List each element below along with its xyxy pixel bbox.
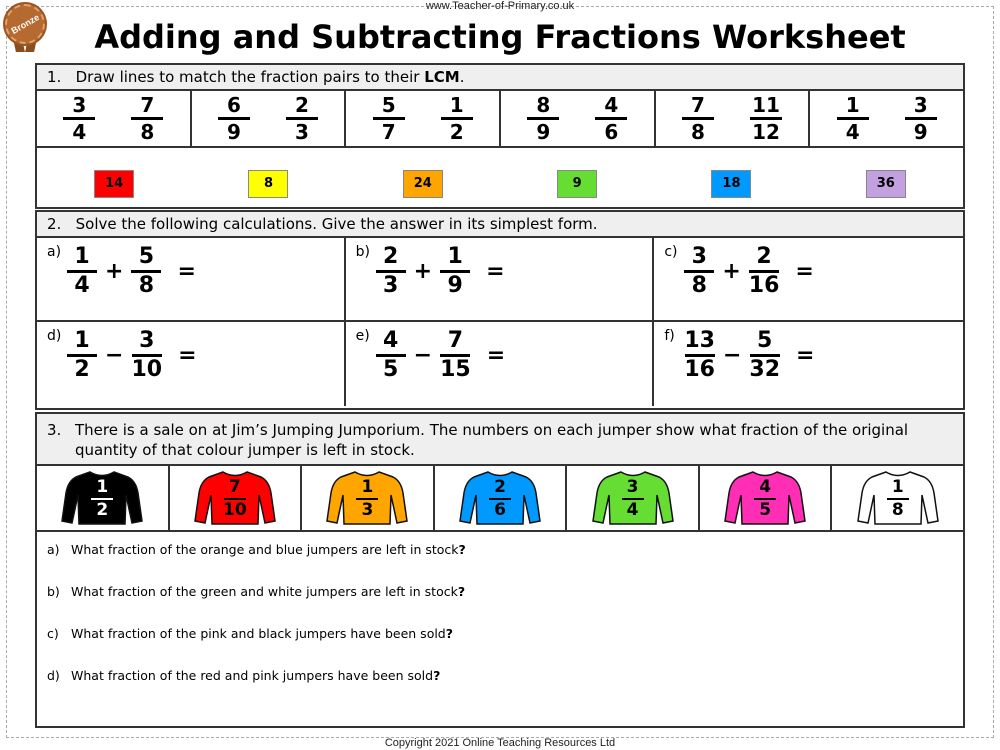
numerator: 8 (536, 93, 551, 117)
jumper-fraction-wrap (591, 479, 675, 519)
denominator: 2 (96, 500, 109, 520)
page-title: Adding and Subtracting Fractions Worksheet (94, 18, 906, 56)
fraction (749, 246, 780, 297)
calculation-cell[interactable] (37, 238, 346, 322)
operator: − (413, 343, 433, 368)
denominator: 8 (891, 500, 904, 520)
fraction (684, 246, 714, 297)
jumper-cell (567, 466, 700, 530)
denominator: 9 (447, 273, 463, 298)
fraction (218, 95, 250, 142)
operator: − (722, 343, 742, 368)
lcm-box[interactable]: 18 (711, 170, 751, 198)
fraction (67, 246, 97, 297)
calculation-expression (684, 246, 816, 297)
jumper-fraction (887, 479, 909, 519)
fraction (750, 95, 782, 142)
jumper-fraction (489, 479, 511, 519)
denominator: 8 (691, 273, 707, 298)
lcm-box[interactable]: 36 (866, 170, 906, 198)
numerator: 3 (691, 244, 707, 269)
jumper-icon (325, 469, 409, 527)
numerator: 1 (891, 477, 904, 497)
operator: + (105, 259, 124, 284)
question-text: What fraction of the green and white jumpers are left in stock (71, 584, 458, 599)
operator: + (413, 259, 433, 284)
question-item (47, 542, 963, 584)
numerator: 4 (759, 477, 772, 497)
fraction (131, 95, 163, 142)
equals-sign: = (486, 343, 506, 368)
numerator: 5 (138, 244, 155, 269)
numerator: 7 (140, 93, 155, 117)
equals-sign: = (795, 259, 814, 284)
denominator: 2 (449, 120, 464, 144)
calculation-letter: b) (355, 244, 371, 260)
question-letter: c) (47, 626, 59, 641)
equals-sign: = (177, 259, 196, 284)
calculation-cell[interactable] (654, 322, 963, 406)
denominator: 10 (223, 500, 247, 520)
fraction (286, 95, 318, 142)
calculation-expression (67, 246, 198, 297)
numerator: 1 (845, 93, 860, 117)
denominator: 4 (74, 273, 90, 298)
jumper-icon (723, 469, 807, 527)
denominator: 32 (749, 357, 781, 382)
numerator: 1 (361, 477, 374, 497)
denominator: 6 (494, 500, 506, 520)
fraction (373, 95, 405, 142)
jumper-cell (700, 466, 833, 530)
lcm-cell (191, 156, 345, 198)
section3-header (37, 414, 963, 466)
denominator: 5 (759, 500, 772, 520)
lcm-box[interactable]: 8 (248, 170, 288, 198)
question-text: What fraction of the pink and black jumpers have been sold (71, 626, 446, 641)
jumper-fraction-wrap (193, 479, 277, 519)
denominator: 8 (138, 273, 155, 298)
lcm-cell (500, 156, 654, 198)
calculation-cell[interactable] (654, 238, 963, 322)
jumper-cell (435, 466, 568, 530)
calculation-letter: f) (664, 328, 675, 344)
lcm-cell (346, 156, 500, 198)
calculation-cell[interactable] (37, 322, 346, 406)
section1-instruction: Draw lines to match the fraction pairs to their (75, 68, 420, 86)
numerator: 2 (494, 477, 506, 497)
denominator: 4 (845, 120, 860, 144)
jumper-cell (37, 466, 170, 530)
lcm-cell (809, 156, 963, 198)
numerator: 3 (139, 328, 155, 353)
section-calculations (35, 210, 965, 410)
jumper-fraction (91, 479, 113, 519)
calculation-expression (67, 330, 199, 381)
fraction (440, 246, 470, 297)
calculation-expression (376, 330, 508, 381)
fraction (595, 95, 627, 142)
denominator: 9 (536, 120, 551, 144)
denominator: 12 (752, 120, 780, 144)
denominator: 8 (140, 120, 155, 144)
jumper-fraction-wrap (723, 479, 807, 519)
jumper-cell (832, 466, 963, 530)
section3-instruction: There is a sale on at Jim’s Jumping Jumporium. The numbers on each jumper show what fraction of the original quantity of that colour jumper is left in stock. (75, 421, 909, 459)
fraction-pair[interactable] (656, 91, 811, 146)
jumper-fraction (223, 479, 247, 519)
numerator: 3 (626, 477, 639, 497)
numerator: 6 (227, 93, 241, 117)
fraction (682, 95, 714, 142)
denominator: 9 (913, 120, 928, 144)
section-jumpers (35, 412, 965, 728)
section1-header (37, 65, 963, 91)
denominator: 9 (227, 120, 241, 144)
section2-number: 2. (47, 215, 62, 233)
jumper-cell (302, 466, 435, 530)
denominator: 3 (383, 273, 399, 298)
calculation-expression (376, 246, 507, 297)
fraction (376, 330, 406, 381)
calculation-letter: c) (664, 244, 678, 260)
fraction (131, 330, 162, 381)
numerator: 3 (72, 93, 87, 117)
jumper-icon (591, 469, 675, 527)
section2-instruction: Solve the following calculations. Give the answer in its simplest form. (75, 215, 598, 233)
fraction (440, 330, 471, 381)
denominator: 16 (684, 357, 715, 382)
jumper-fraction-wrap (856, 479, 940, 519)
lcm-cell (654, 156, 808, 198)
calculation-cell[interactable] (346, 322, 655, 406)
operator: + (722, 259, 741, 284)
denominator: 6 (604, 120, 619, 144)
denominator: 3 (361, 500, 374, 520)
jumper-icon (60, 469, 144, 527)
fraction-pair[interactable] (37, 91, 192, 146)
jumper-fraction (754, 479, 776, 519)
denominator: 4 (72, 120, 87, 144)
equals-sign: = (178, 343, 197, 368)
jumper-icon (856, 469, 940, 527)
question-item (47, 626, 963, 668)
jumper-icon (458, 469, 542, 527)
copyright: Copyright 2021 Online Teaching Resources Ltd (384, 737, 616, 749)
question-text: What fraction of the red and pink jumpers have been sold (71, 668, 434, 683)
numerator: 2 (756, 244, 772, 269)
numerator: 5 (381, 93, 396, 117)
numerator: 4 (383, 328, 399, 353)
denominator: 2 (74, 357, 90, 382)
fraction (837, 95, 869, 142)
section1-number: 1. (47, 68, 62, 86)
badge-label: Bronze (9, 12, 41, 36)
fraction (749, 330, 780, 381)
calculation-letter: a) (47, 244, 62, 260)
question-text: What fraction of the orange and blue jumpers are left in stock (71, 542, 459, 557)
fraction (527, 95, 559, 142)
fraction (63, 95, 95, 142)
fraction (905, 95, 937, 142)
numerator: 7 (228, 477, 241, 497)
fraction (376, 246, 406, 297)
numerator: 1 (447, 244, 463, 269)
numerator: 1 (96, 477, 109, 497)
lcm-row (37, 148, 963, 205)
lcm-box[interactable]: 24 (403, 170, 443, 198)
jumper-cell (170, 466, 303, 530)
section1-instruction-bold: LCM (424, 68, 460, 86)
lcm-box[interactable]: 9 (557, 170, 597, 198)
denominator: 3 (295, 120, 309, 144)
denominator: 5 (383, 357, 399, 382)
section3-number: 3. (47, 421, 62, 439)
denominator: 4 (626, 500, 639, 520)
jumper-row (37, 466, 963, 532)
lcm-box[interactable]: 14 (94, 170, 134, 198)
calculation-letter: e) (355, 328, 370, 344)
jumper-icon (193, 469, 277, 527)
numerator: 4 (604, 93, 619, 117)
question-list (37, 532, 963, 710)
fraction-pair-row (37, 91, 963, 148)
fraction (684, 330, 715, 381)
numerator: 2 (295, 93, 309, 117)
fraction (131, 246, 161, 297)
calculation-letter: d) (47, 328, 62, 344)
fraction-pair[interactable] (192, 91, 347, 146)
numerator: 1 (449, 93, 464, 117)
jumper-fraction (622, 479, 644, 519)
numerator: 13 (684, 328, 715, 353)
fraction-pair[interactable] (501, 91, 656, 146)
equals-sign: = (796, 343, 815, 368)
question-letter: a) (47, 542, 60, 557)
fraction-pair[interactable] (810, 91, 963, 146)
denominator: 7 (381, 120, 396, 144)
numerator: 7 (691, 93, 705, 117)
question-item (47, 584, 963, 626)
numerator: 1 (74, 244, 90, 269)
calculation-cell[interactable] (346, 238, 655, 322)
numerator: 3 (913, 93, 928, 117)
section1-instruction-end: . (459, 68, 465, 86)
jumper-fraction-wrap (60, 479, 144, 519)
fraction-pair[interactable] (346, 91, 501, 146)
question-mark: ? (445, 626, 454, 641)
question-letter: d) (47, 668, 60, 683)
denominator: 8 (691, 120, 705, 144)
question-mark: ? (457, 584, 466, 599)
section2-header (37, 212, 963, 238)
numerator: 1 (74, 328, 90, 353)
question-mark: ? (433, 668, 441, 683)
fraction (441, 95, 473, 142)
question-mark: ? (458, 542, 466, 557)
jumper-fraction-wrap (325, 479, 409, 519)
denominator: 10 (131, 357, 163, 382)
numerator: 11 (752, 93, 780, 117)
denominator: 15 (440, 357, 471, 382)
numerator: 7 (447, 328, 464, 353)
equals-sign: = (486, 259, 505, 284)
site-url: www.Teacher-of-Primary.co.uk (425, 0, 575, 12)
operator: − (105, 343, 124, 368)
numerator: 5 (757, 328, 773, 353)
calculation-grid (37, 238, 963, 406)
denominator: 16 (748, 273, 780, 298)
section-lcm-matching (35, 63, 965, 209)
question-item (47, 668, 963, 710)
numerator: 2 (383, 244, 399, 269)
lcm-cell (37, 156, 191, 198)
jumper-fraction (356, 479, 378, 519)
question-letter: b) (47, 584, 60, 599)
calculation-expression (684, 330, 816, 381)
fraction (67, 330, 97, 381)
jumper-fraction-wrap (458, 479, 542, 519)
